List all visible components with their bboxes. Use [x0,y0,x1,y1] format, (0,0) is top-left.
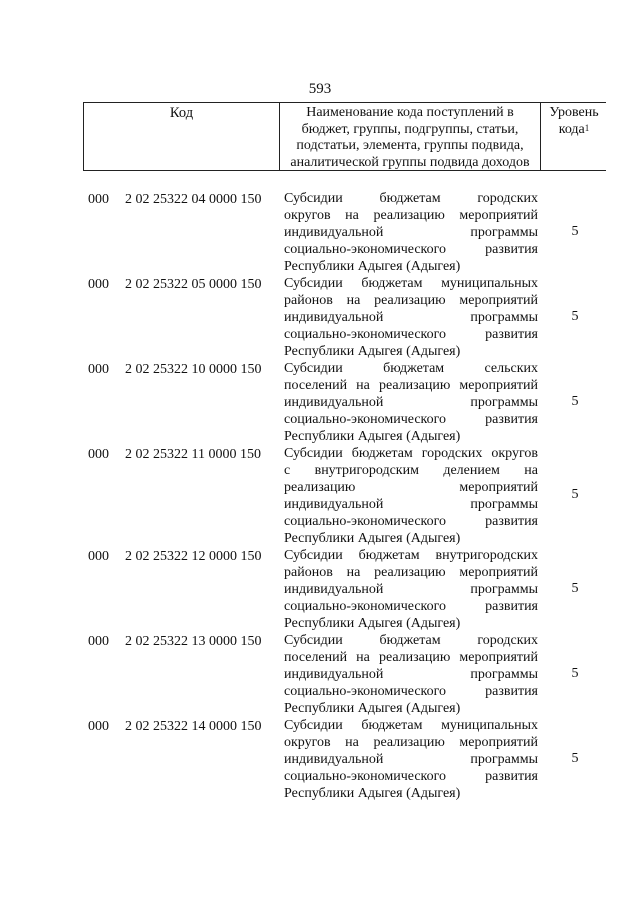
revenue-name [284,547,538,632]
header-name [280,105,540,171]
header-name-line: подстатьи, элемента, группы подвида, [296,138,524,153]
table-row [0,275,640,360]
revenue-name-line: социально-экономического развития [284,327,538,342]
revenue-name-line: районов на реализацию мероприятий [284,565,538,580]
revenue-name-line: социально-экономического развития [284,684,538,699]
revenue-name-line: Субсидии бюджетам городских [284,633,538,648]
revenue-name-line: Субсидии бюджетам внутригородских [284,548,538,563]
code-level: 5 [571,309,579,324]
revenue-name-line: Республики Адыгея (Адыгея) [284,531,461,546]
revenue-name [284,717,538,802]
revenue-name-line: Субсидии бюджетам муниципальных [284,276,538,291]
page-number: 593 [308,81,332,97]
revenue-name-line: поселений на реализацию мероприятий [284,378,538,393]
revenue-name-line: Республики Адыгея (Адыгея) [284,616,461,631]
code-level: 5 [571,487,579,502]
footnote-mark: 1 [584,122,590,133]
revenue-code: 2 02 25322 13 0000 150 [125,634,262,649]
revenue-name-line: Республики Адыгея (Адыгея) [284,701,461,716]
admin-code: 000 [88,447,109,462]
revenue-name-line: индивидуальной программы [284,667,538,682]
code-level: 5 [571,224,579,239]
table-header [83,102,606,171]
revenue-code: 2 02 25322 14 0000 150 [125,719,262,734]
header-level [541,105,607,138]
revenue-name-line: округов на реализацию мероприятий [284,735,538,750]
header-name-line: бюджет, группы, подгруппы, статьи, [301,121,519,137]
revenue-name-line: Республики Адыгея (Адыгея) [284,259,461,274]
revenue-name-line: социально-экономического развития [284,514,538,529]
revenue-name-line: индивидуальной программы [284,225,538,240]
table-body [0,190,640,802]
revenue-code: 2 02 25322 05 0000 150 [125,277,262,292]
revenue-name-line: Республики Адыгея (Адыгея) [284,786,461,801]
code-level: 5 [571,581,579,596]
table-row [0,445,640,547]
revenue-name-line: реализацию мероприятий [284,480,538,495]
revenue-name [284,190,538,275]
table-row [0,190,640,275]
revenue-name [284,632,538,717]
revenue-name-line: с внутригородским делением на [284,463,538,478]
revenue-name [284,445,538,547]
revenue-name [284,360,538,445]
revenue-name-line: поселений на реализацию мероприятий [284,650,538,665]
table-row [0,717,640,802]
table-row [0,360,640,445]
revenue-name-line: Республики Адыгея (Адыгея) [284,344,461,359]
revenue-code: 2 02 25322 12 0000 150 [125,549,262,564]
revenue-name-line: Субсидии бюджетам городских [284,191,538,206]
revenue-name-line: Субсидии бюджетам муниципальных [284,718,538,733]
revenue-name [284,275,538,360]
revenue-code: 2 02 25322 04 0000 150 [125,192,262,207]
admin-code: 000 [88,549,109,564]
revenue-name-line: индивидуальной программы [284,497,538,512]
revenue-name-line: индивидуальной программы [284,582,538,597]
revenue-code: 2 02 25322 11 0000 150 [125,447,261,462]
revenue-name-line: социально-экономического развития [284,599,538,614]
header-name-line: Наименование кода поступлений в [306,105,514,120]
revenue-name-line: индивидуальной программы [284,310,538,325]
header-name-line: аналитической группы подвида доходов [290,154,530,170]
code-level: 5 [571,666,579,681]
revenue-name-line: Республики Адыгея (Адыгея) [284,429,461,444]
revenue-name-line: Субсидии бюджетам сельских [284,361,538,376]
revenue-name-line: индивидуальной программы [284,395,538,410]
revenue-code: 2 02 25322 10 0000 150 [125,362,262,377]
code-level: 5 [571,394,579,409]
revenue-name-line: Субсидии бюджетам городских округов [284,446,538,461]
revenue-name-line: социально-экономического развития [284,242,538,257]
admin-code: 000 [88,362,109,377]
admin-code: 000 [88,192,109,207]
header-level-line: Уровень [549,105,599,120]
revenue-name-line: округов на реализацию мероприятий [284,208,538,223]
table-row [0,547,640,632]
code-level: 5 [571,751,579,766]
admin-code: 000 [88,719,109,734]
admin-code: 000 [88,634,109,649]
revenue-name-line: индивидуальной программы [284,752,538,767]
header-level-line: кода$^1$ [558,121,590,137]
admin-code: 000 [88,277,109,292]
revenue-name-line: социально-экономического развития [284,769,538,784]
table-row [0,632,640,717]
revenue-name-line: районов на реализацию мероприятий [284,293,538,308]
revenue-name-line: социально-экономического развития [284,412,538,427]
header-code: Код [169,105,194,121]
